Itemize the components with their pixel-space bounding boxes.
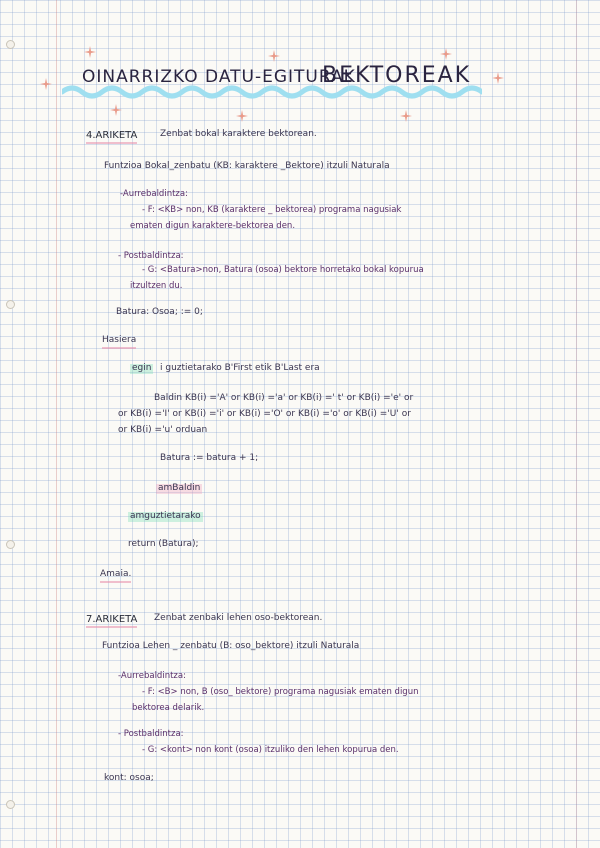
exercise-4-condition-line1: Baldin KB(i) ='A' or KB(i) ='a' or KB(i) =' t' or KB(i) ='e' or bbox=[154, 393, 414, 403]
star-icon bbox=[400, 110, 412, 122]
exercise-4-assignment: Batura := batura + 1; bbox=[160, 453, 259, 463]
exercise-4-postcondition-label: - Postbaldintza: bbox=[118, 251, 184, 261]
exercise-7-function-signature: Funtzioa Lehen _ zenbatu (B: oso_bektore) itzuli Naturala bbox=[102, 641, 360, 651]
star-icon bbox=[40, 78, 52, 90]
punch-hole bbox=[6, 800, 15, 809]
exercise-4-statement: Zenbat bokal karaktere bektorean. bbox=[160, 129, 317, 139]
exercise-4-postcondition-line2: itzultzen du. bbox=[130, 281, 183, 291]
star-icon bbox=[236, 110, 248, 122]
exercise-4-precondition-label: -Aurrebaldintza: bbox=[120, 189, 188, 199]
star-icon bbox=[268, 50, 280, 62]
exercise-7-postcondition-label: - Postbaldintza: bbox=[118, 729, 184, 739]
exercise-4-function-signature: Funtzioa Bokal_zenbatu (KB: karaktere _Bektore) itzuli Naturala bbox=[104, 161, 390, 171]
exercise-7-postcondition-line1: - G: <kont> non kont (osoa) itzuliko den lehen kopurua den. bbox=[142, 745, 399, 755]
exercise-7-precondition-label: -Aurrebaldintza: bbox=[118, 671, 186, 681]
margin-line-right bbox=[576, 0, 577, 848]
exercise-4-precondition-line2: ematen digun karaktere-bektorea den. bbox=[130, 221, 296, 231]
page-title-part1: OINARRIZKO DATU-EGITURAK: bbox=[82, 67, 363, 87]
exercise-4-loop-keyword: egin bbox=[132, 363, 152, 373]
exercise-4-end-keyword: Amaia. bbox=[100, 570, 131, 583]
punch-hole bbox=[6, 40, 15, 49]
exercise-4-begin-keyword: Hasiera bbox=[102, 336, 136, 349]
exercise-4-label: 4.ARIKETA bbox=[86, 130, 137, 144]
star-icon bbox=[84, 46, 96, 58]
exercise-4-end-loop: amguztietarako bbox=[130, 511, 201, 521]
star-icon bbox=[440, 48, 452, 60]
exercise-4-postcondition-line1: - G: <Batura>non, Batura (osoa) bektore horretako bokal kopurua bbox=[142, 265, 424, 275]
margin-line bbox=[56, 0, 57, 848]
star-icon bbox=[110, 104, 122, 116]
exercise-4-variable-declaration: Batura: Osoa; := 0; bbox=[116, 307, 203, 317]
exercise-7-label: 7.ARIKETA bbox=[86, 614, 137, 628]
exercise-4-precondition-line1: - F: <KB> non, KB (karaktere _ bektorea) programa nagusiak bbox=[142, 205, 402, 215]
exercise-7-variable-declaration: kont: osoa; bbox=[104, 773, 154, 783]
exercise-4-condition-line2: or KB(i) ='I' or KB(i) ='i' or KB(i) ='O' or KB(i) ='o' or KB(i) ='U' or bbox=[118, 409, 411, 419]
exercise-7-precondition-line2: bektorea delarik. bbox=[132, 703, 205, 713]
exercise-4-loop-header: i guztietarako B'First etik B'Last era bbox=[160, 363, 320, 373]
exercise-4-end-if: amBaldin bbox=[158, 483, 201, 493]
punch-hole bbox=[6, 540, 15, 549]
exercise-7-precondition-line1: - F: <B> non, B (oso_ bektore) programa nagusiak ematen digun bbox=[142, 687, 419, 697]
star-icon bbox=[492, 72, 504, 84]
exercise-4-condition-line3: or KB(i) ='u' orduan bbox=[118, 425, 208, 435]
punch-hole bbox=[6, 300, 15, 309]
exercise-7-statement: Zenbat zenbaki lehen oso-bektorean. bbox=[154, 613, 323, 623]
exercise-4-return-statement: return (Batura); bbox=[128, 539, 199, 549]
page-title-part2: BEKTOREAK bbox=[322, 63, 472, 88]
